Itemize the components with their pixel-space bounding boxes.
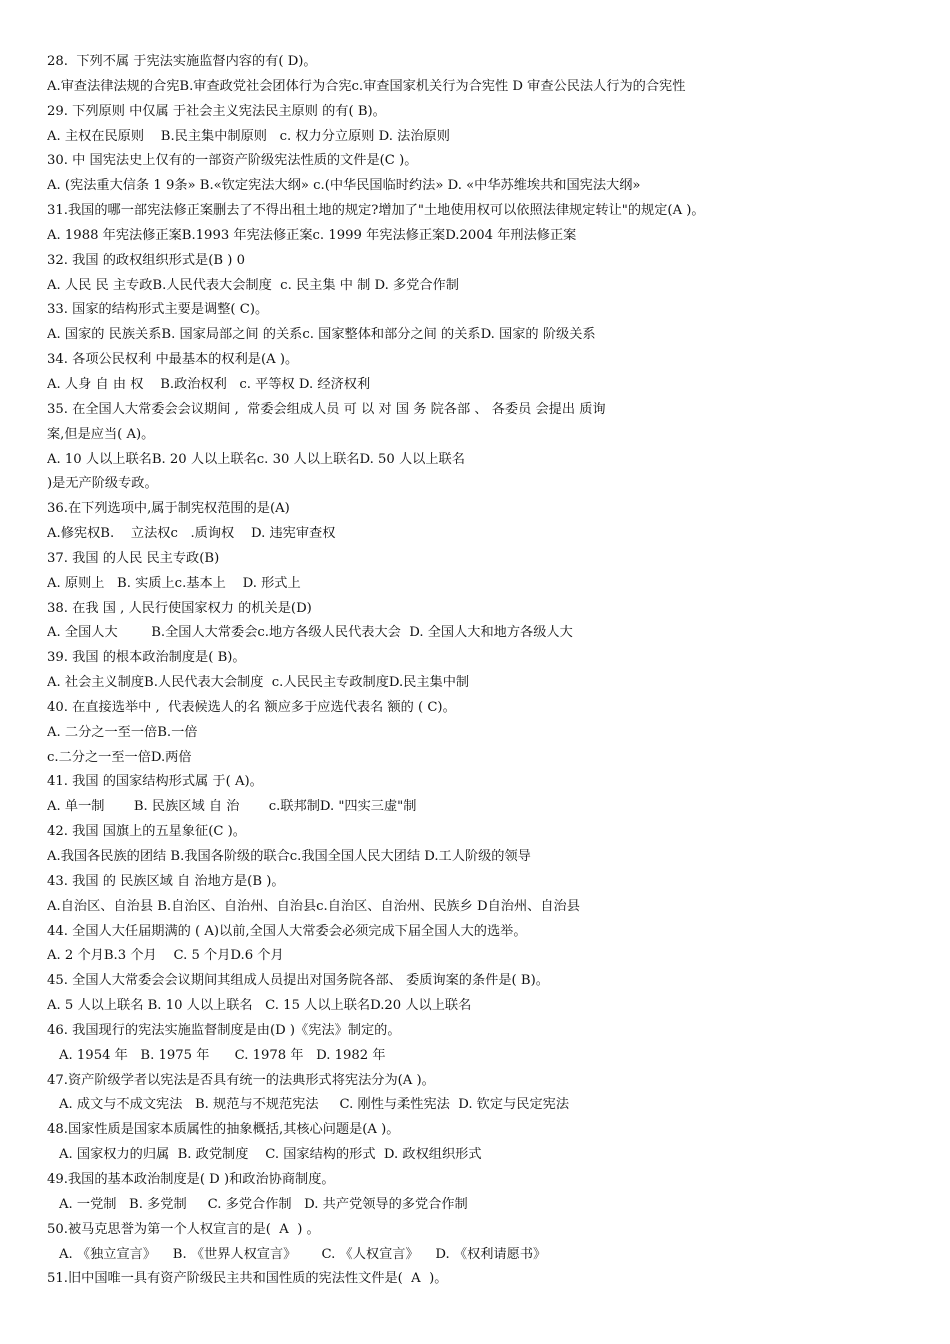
question-line: 35. 在全国人大常委会会议期间 , 常委会组成人员 可 以 对 国 务 院各部 、 各委员 会提出 质询 <box>47 401 606 417</box>
question-line: 43. 我国 的 民族区域 自 治地方是(B )。 <box>47 873 285 889</box>
answer-options-line: A.自治区、自治县 B.自治区、自治州、自治县c.自治区、自治州、民族乡 D自治州、自治县 <box>47 898 580 914</box>
answer-options-line: A. 5 人以上联名 B. 10 人以上联名 C. 15 人以上联名D.20 人以上联名 <box>47 998 472 1014</box>
answer-options-line: A. (宪法重大信条 1 9条» B.«钦定宪法大纲» c.(中华民国临时约法» D. «中华苏维埃共和国宪法大纲» <box>47 178 641 194</box>
answer-options-line: A.修宪权B. 立法权c .质询权 D. 违宪审查权 <box>47 526 336 542</box>
question-line: 36.在下列选项中,属于制宪权范围的是(A) <box>47 501 290 517</box>
answer-options-line: c.二分之一至一倍D.两倍 <box>47 749 192 765</box>
question-line: 49.我国的基本政治制度是( D )和政治协商制度。 <box>47 1171 335 1187</box>
question-line: 31.我国的哪一部宪法修正案删去了不得出租土地的规定?增加了"土地使用权可以依照法律规定转让"的规定(A )。 <box>47 203 705 219</box>
answer-options-line: A. 社会主义制度B.人民代表大会制度 c.人民民主专政制度D.民主集中制 <box>47 675 470 691</box>
answer-options-line: A. 国家的 民族关系B. 国家局部之间 的关系c. 国家整体和部分之间 的关系D. 国家的 阶级关系 <box>47 327 596 343</box>
answer-options-line: A. 原则上 B. 实质上c.基本上 D. 形式上 <box>47 575 301 591</box>
answer-options-line: A. 主权在民原则 B.民主集中制原则 c. 权力分立原则 D. 法治原则 <box>47 128 450 144</box>
question-line: 44. 全国人大任届期满的 ( A)以前,全国人大常委会必须完成下届全国人大的选举。 <box>47 923 527 939</box>
answer-options-line: A. 1988 年宪法修正案B.1993 年宪法修正案c. 1999 年宪法修正案D.2004 年刑法修正案 <box>47 227 577 243</box>
question-line: 37. 我国 的人民 民主专政(B) <box>47 550 220 566</box>
question-line: 48.国家性质是国家本质属性的抽象概括,其核心问题是(A )。 <box>47 1122 400 1138</box>
question-line: 29. 下列原则 中仅属 于社会主义宪法民主原则 的有( B)。 <box>47 103 386 119</box>
question-line: 40. 在直接选举中 , 代表候选人的名 额应多于应选代表名 额的 ( C)。 <box>47 699 456 715</box>
stray-text-line: )是无产阶级专政。 <box>47 476 158 492</box>
question-line: 28. 下列不属 于宪法实施监督内容的有( D)。 <box>47 54 317 69</box>
question-line: 33. 国家的结构形式主要是调整( C)。 <box>47 302 269 318</box>
answer-options-line: A. 一党制 B. 多党制 C. 多党合作制 D. 共产党领导的多党合作制 <box>59 1196 468 1212</box>
question-line: 39. 我国 的根本政治制度是( B)。 <box>47 650 246 666</box>
question-line: 34. 各项公民权利 中最基本的权利是(A )。 <box>47 352 299 368</box>
answer-options-line: A. 国家权力的归属 B. 政党制度 C. 国家结构的形式 D. 政权组织形式 <box>59 1147 482 1163</box>
answer-options-line: A. 人身 自 由 权 B.政治权利 c. 平等权 D. 经济权利 <box>47 376 371 392</box>
answer-options-line: A.我国各民族的团结 B.我国各阶级的联合c.我国全国人民大团结 D.工人阶级的领导 <box>47 849 531 864</box>
question-line: 50.被马克思誉为第一个人权宣言的是( A ) 。 <box>47 1221 320 1237</box>
question-line: 45. 全国人大常委会会议期间其组成人员提出对国务院各部、 委质询案的条件是( B)。 <box>47 973 549 989</box>
answer-options-line: A. 《独立宣言》 B. 《世界人权宣言》 C. 《人权宣言》 D. 《权利请愿书》 <box>59 1246 547 1262</box>
question-line: 46. 我国现行的宪法实施监督制度是由(D )《宪法》制定的。 <box>47 1022 401 1038</box>
question-line: 32. 我国 的政权组织形式是(B ) 0 <box>47 252 245 268</box>
answer-options-line: A.审查法律法规的合宪B.审查政党社会团体行为合宪c.审查国家机关行为合宪性 D 审查公民法人行为的合宪性 <box>47 78 686 94</box>
answer-options-line: A. 2 个月B.3 个月 C. 5 个月D.6 个月 <box>47 948 284 964</box>
question-line: 42. 我国 国旗上的五星象征(C )。 <box>47 824 246 840</box>
question-line: 47.资产阶级学者以宪法是否具有统一的法典形式将宪法分为(A )。 <box>47 1072 435 1088</box>
answer-options-line: A. 二分之一至一倍B.一倍 <box>47 724 198 740</box>
answer-options-line: A. 全国人大 B.全国人大常委会c.地方各级人民代表大会 D. 全国人大和地方各级人大 <box>47 625 573 641</box>
document-page <box>47 50 917 1292</box>
question-line: 41. 我国 的国家结构形式属 于( A)。 <box>47 774 263 790</box>
answer-options-line: A. 1954 年 B. 1975 年 C. 1978 年 D. 1982 年 <box>59 1047 386 1063</box>
question-line: 38. 在我 国 , 人民行使国家权力 的机关是(D) <box>47 600 312 616</box>
answer-options-line: A. 10 人以上联名B. 20 人以上联名c. 30 人以上联名D. 50 人以上联名 <box>47 451 465 467</box>
question-line: 30. 中 国宪法史上仅有的一部资产阶级宪法性质的文件是(C )。 <box>47 153 418 169</box>
answer-options-line: A. 人民 民 主专政B.人民代表大会制度 c. 民主集 中 制 D. 多党合作制 <box>47 277 459 293</box>
question-line-continued: 案,但是应当( A)。 <box>47 426 155 442</box>
question-line: 51.旧中国唯一具有资产阶级民主共和国性质的宪法性文件是( A )。 <box>47 1271 448 1287</box>
answer-options-line: A. 成文与不成文宪法 B. 规范与不规范宪法 C. 刚性与柔性宪法 D. 钦定与民定宪法 <box>59 1097 570 1113</box>
answer-options-line: A. 单一制 B. 民族区域 自 治 c.联邦制D. "四实三虚"制 <box>47 799 417 815</box>
